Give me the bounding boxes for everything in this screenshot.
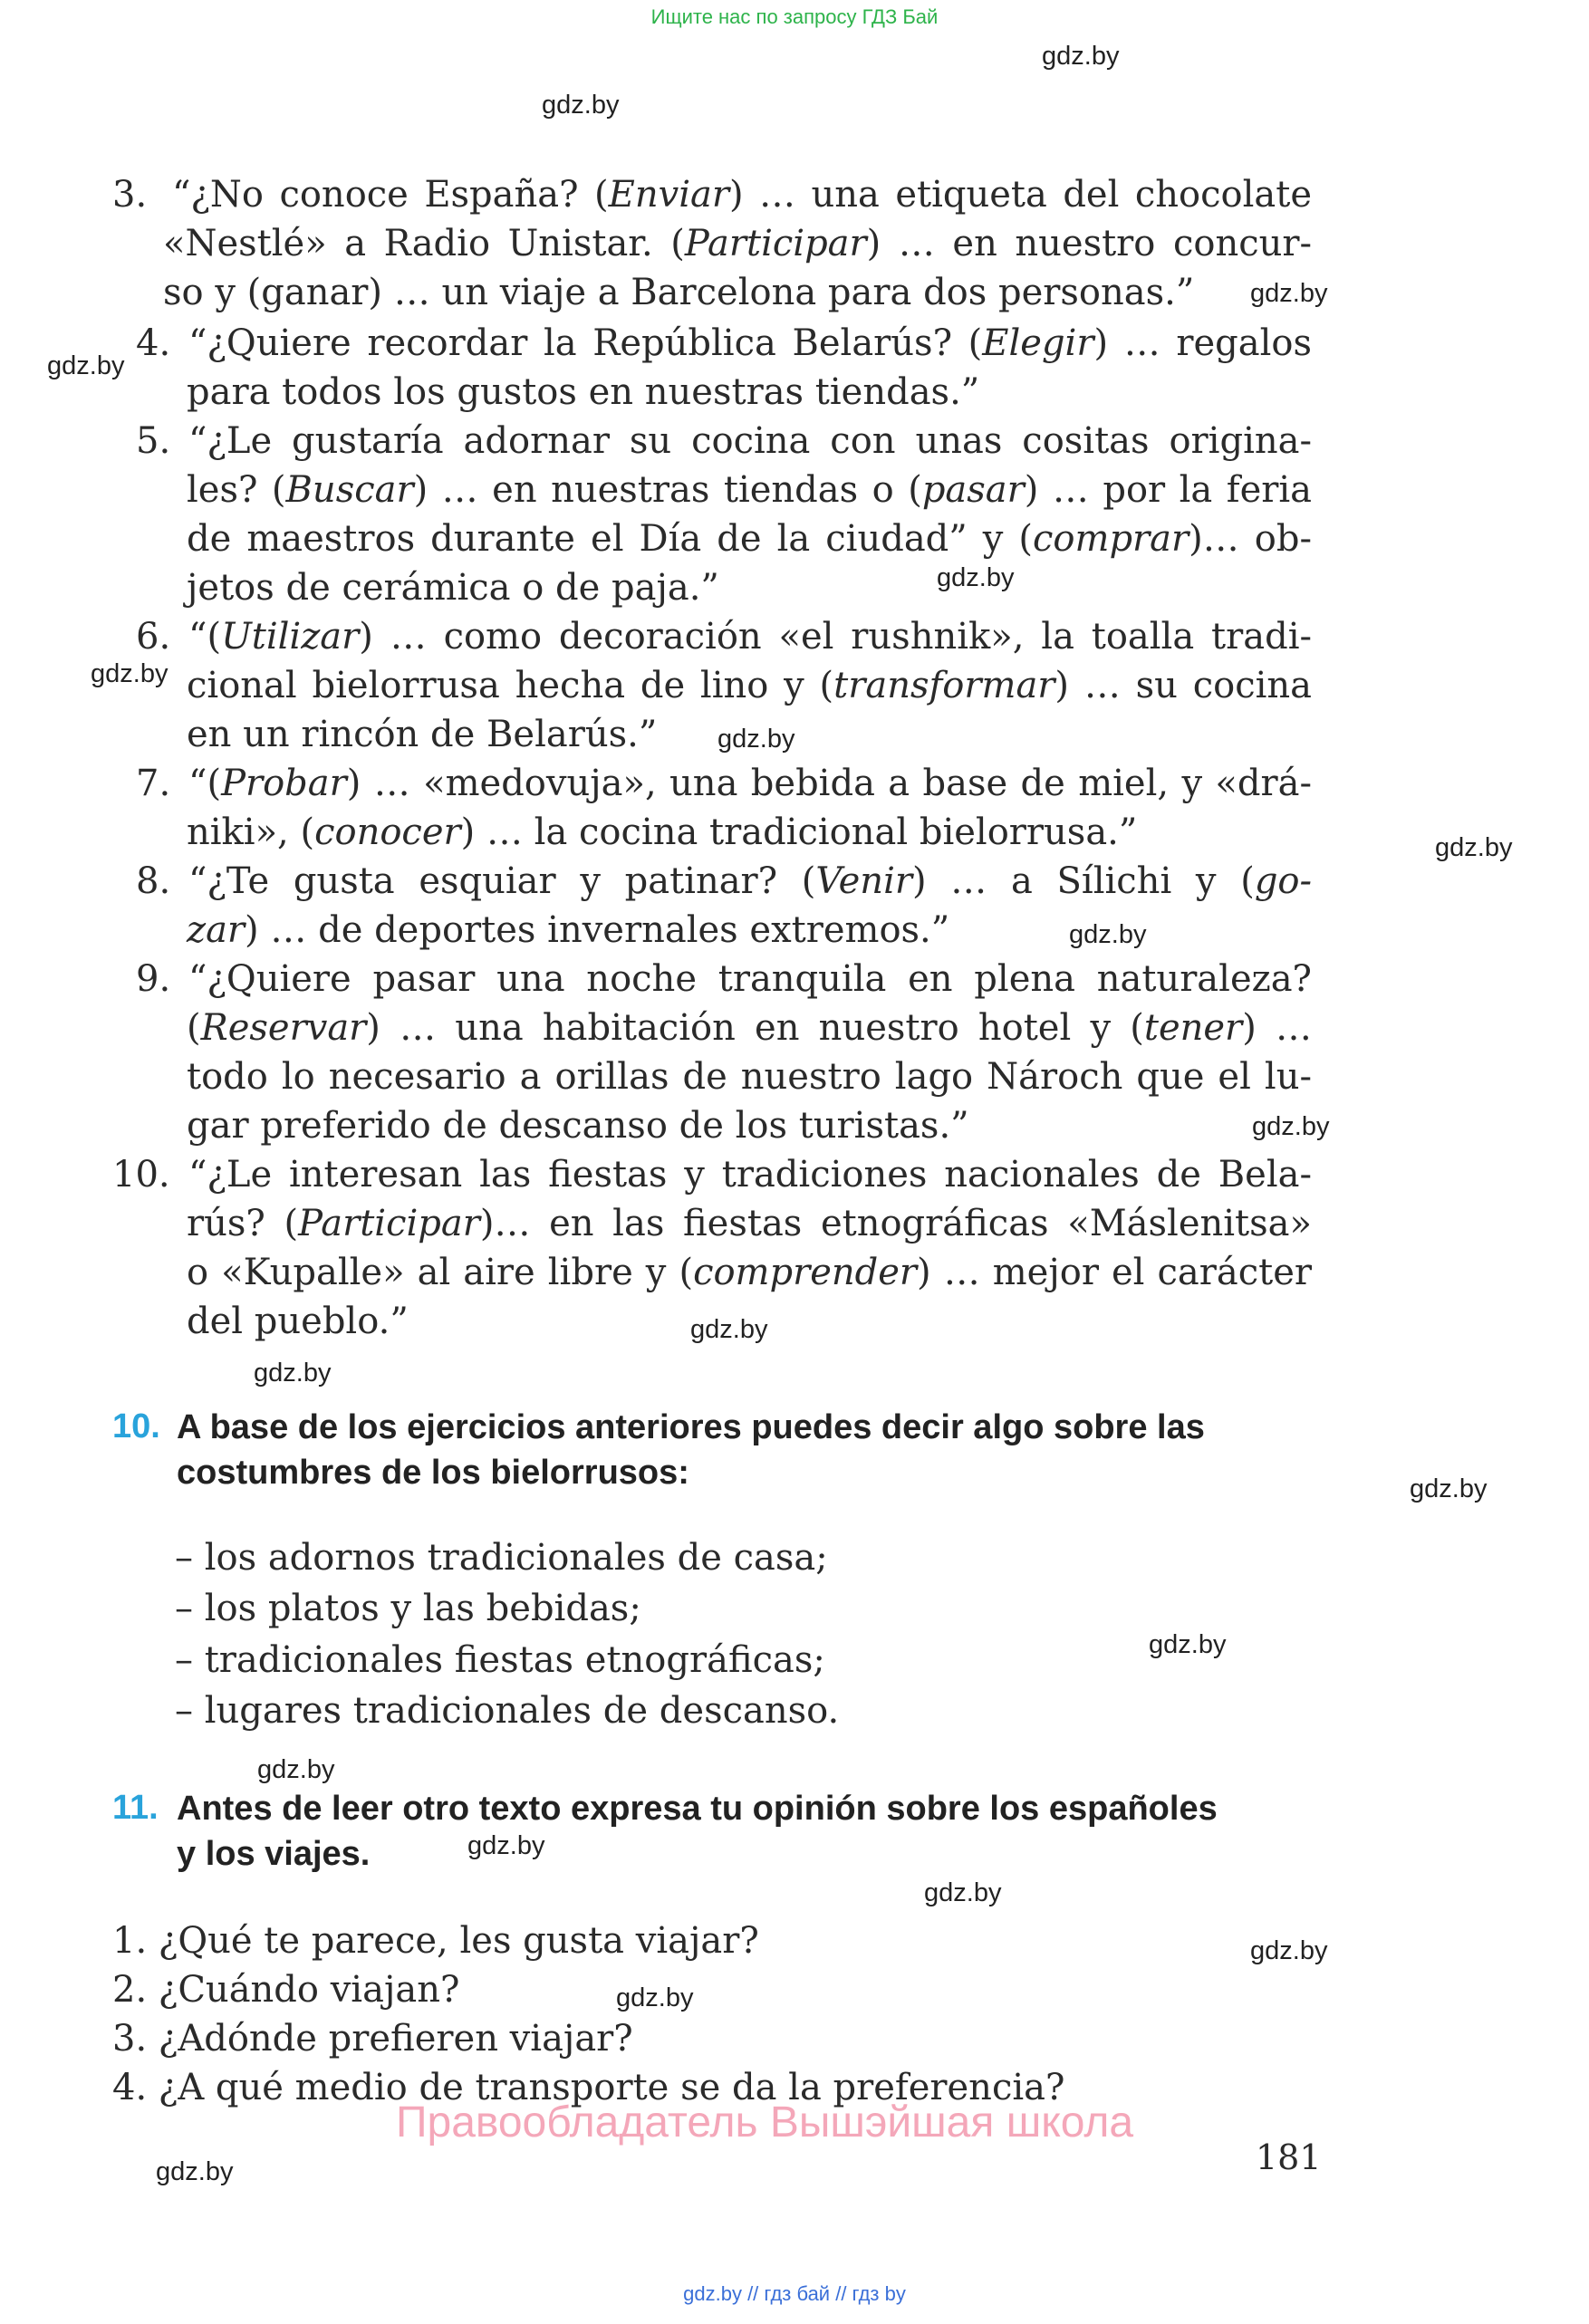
item-text-line [187,514,1312,563]
text-segment: les? ( [187,469,286,511]
text-segment: ) … regalos [1093,322,1312,364]
item-text-line [188,612,1312,661]
verb-infinitive: comprender [693,1252,918,1293]
bullet-item: – tradicionales fiestas etnográficas; [175,1639,825,1681]
verb-infinitive: Participar [684,223,867,264]
bullet-item: – lugares tradicionales de descanso. [175,1690,840,1732]
verb-infinitive: Enviar [608,174,729,216]
text-segment: ) … de deportes invernales extremos.” [245,909,950,951]
watermark: gdz.by [47,351,125,380]
watermark: gdz.by [1410,1474,1488,1503]
watermark: gdz.by [690,1315,768,1344]
watermark: gdz.by [467,1831,545,1860]
item-number: 5. [136,420,171,462]
watermark: gdz.by [1149,1630,1227,1659]
item-number: 9. [136,958,171,1000]
text-segment: “¿Le gustaría adornar su cocina con unas cositas origina- [188,420,1312,462]
watermark: gdz.by [1069,920,1147,949]
text-segment: so y (ganar) … un viaje a Barcelona para dos personas.” [163,272,1195,313]
text-segment: “( [188,763,222,804]
item-number: 8. [136,860,171,902]
exercise-11-heading-line: Antes de leer otro texto expresa tu opinión sobre los españoles [177,1790,1218,1828]
item-text-line [188,417,1312,466]
item-text-line [187,710,657,759]
copyright-owner-text: Правообладатель Вышэйшая школа [396,2098,1134,2146]
item-number: 3. [112,174,148,216]
verb-infinitive: Participar [298,1203,480,1244]
item-text-line [187,906,949,955]
text-segment: para todos los gustos en nuestras tiendas.” [187,371,980,413]
text-segment: en un rincón de Belarús.” [187,714,658,755]
item-text-line [187,1052,1312,1101]
verb-infinitive: tener [1143,1007,1243,1049]
bullet-item: – los platos y las bebidas; [175,1588,641,1629]
top-banner: Ищите нас по запросу ГДЗ Бай [650,5,939,28]
text-segment: niki», ( [187,811,315,853]
item-text-line [187,466,1312,514]
watermark: gdz.by [156,2157,234,2186]
text-segment: )… en las fiestas etnográficas «Máslenitsa» [479,1203,1312,1244]
text-segment: )… ob- [1189,518,1312,560]
question-item: 4. ¿A qué medio de transporte se da la preferencia? [112,2067,1065,2108]
item-number: 4. [136,322,171,364]
text-segment: cional bielorrusa hecha de lino y ( [187,665,834,706]
text-segment: ( [187,1007,201,1049]
item-text-line [188,759,1312,808]
verb-infinitive: Utilizar [221,616,360,658]
text-segment: “¿No conoce España? ( [172,174,609,216]
text-segment: ) … su cocina [1055,665,1313,706]
watermark: gdz.by [1252,1112,1330,1141]
page-number: 181 [1256,2137,1322,2177]
footer-links: gdz.by // гдз бай // гдз by [683,2282,906,2305]
item-text-line [188,955,1312,1004]
question-item: 1. ¿Qué te parece, les gusta viajar? [112,1920,759,1962]
question-item: 2. ¿Cuándo viajan? [112,1969,460,2011]
text-segment: “¿Quiere recordar la República Belarús? ( [188,322,983,364]
item-text-line [187,1199,1312,1248]
verb-infinitive: Buscar [285,469,414,511]
text-segment: ) … por la feria [1024,469,1312,511]
text-segment: “( [188,616,222,658]
item-text-line [187,563,719,612]
item-number: 10. [112,1154,170,1196]
watermark: gdz.by [257,1755,335,1784]
item-text-line [163,219,1312,268]
text-segment: jetos de cerámica o de paja.” [187,567,719,609]
verb-infinitive: Venir [815,860,912,902]
item-text-line [187,1101,969,1150]
watermark: gdz.by [1042,42,1120,71]
watermark: gdz.by [91,659,169,688]
text-segment: ) … a Sílichi y ( [911,860,1255,902]
verb-infinitive: Probar [221,763,347,804]
text-segment: de maestros durante el Día de la ciudad” y ( [187,518,1034,560]
question-item: 3. ¿Adónde prefieren viajar? [112,2018,633,2060]
exercise-11-heading-line: y los viajes. [177,1835,371,1873]
text-segment: ) … mejor el carácter [917,1252,1313,1293]
watermark: gdz.by [1250,279,1328,308]
verb-infinitive: Elegir [982,322,1094,364]
item-text-line [187,1004,1312,1052]
text-segment: ) … «medovuja», una bebida a base de miel, y «drá- [346,763,1312,804]
watermark: gdz.by [937,563,1015,592]
exercise-10-heading-line: costumbres de los bielorrusos: [177,1454,689,1492]
item-text-line [172,170,1312,219]
verb-infinitive: conocer [314,811,461,853]
watermark: gdz.by [717,725,795,754]
verb-infinitive: comprar [1033,518,1189,560]
text-segment: ) … la cocina tradicional bielorrusa.” [460,811,1138,853]
text-segment: “¿Le interesan las fiestas y tradiciones nacionales de Bela- [188,1154,1312,1196]
watermark: gdz.by [254,1359,332,1388]
exercise-10-heading-line: A base de los ejercicios anteriores puedes decir algo sobre las [177,1408,1205,1446]
text-segment: ) … una etiqueta del chocolate [728,174,1312,216]
item-text-line [187,661,1312,710]
item-text-line [187,1248,1312,1297]
item-text-line [188,1150,1312,1199]
text-segment: «Nestlé» a Radio Unistar. ( [163,223,685,264]
text-segment: “¿Te gusta esquiar y patinar? ( [188,860,816,902]
item-text-line [187,808,1137,857]
verb-infinitive: pasar [921,469,1025,511]
text-segment: todo lo necesario a orillas de nuestro lago Nároch que el lu- [187,1056,1312,1098]
verb-infinitive: Reservar [200,1007,367,1049]
verb-infinitive: go- [1254,860,1313,902]
watermark: gdz.by [542,91,620,120]
watermark: gdz.by [1435,833,1513,862]
watermark: gdz.by [924,1878,1002,1907]
text-segment: rús? ( [187,1203,299,1244]
watermark: gdz.by [1250,1936,1328,1965]
text-segment: o «Kupalle» al aire libre y ( [187,1252,694,1293]
text-segment: ) … como decoración «el rushnik», la toalla tradi- [359,616,1312,658]
text-segment: ) … [1242,1007,1312,1049]
verb-infinitive: zar [187,909,246,951]
text-segment: del pueblo.” [187,1301,409,1342]
text-segment: “¿Quiere pasar una noche tranquila en plena naturaleza? [188,958,1312,1000]
item-number: 6. [136,616,171,658]
exercise-10-number: 10. [112,1407,160,1445]
item-text-line [188,319,1312,368]
verb-infinitive: transformar [833,665,1055,706]
bullet-item: – los adornos tradicionales de casa; [175,1537,828,1579]
item-text-line [187,368,979,417]
text-segment: gar preferido de descanso de los turistas.” [187,1105,969,1147]
text-segment: ) … en nuestro concur- [866,223,1312,264]
text-segment: ) … una habitación en nuestro hotel y ( [366,1007,1144,1049]
item-text-line [163,268,1194,317]
watermark: gdz.by [616,1983,694,2012]
item-text-line [187,1297,409,1346]
item-number: 7. [136,763,171,804]
text-segment: ) … en nuestras tiendas o ( [413,469,922,511]
item-text-line [188,857,1312,906]
exercise-11-number: 11. [112,1789,159,1827]
